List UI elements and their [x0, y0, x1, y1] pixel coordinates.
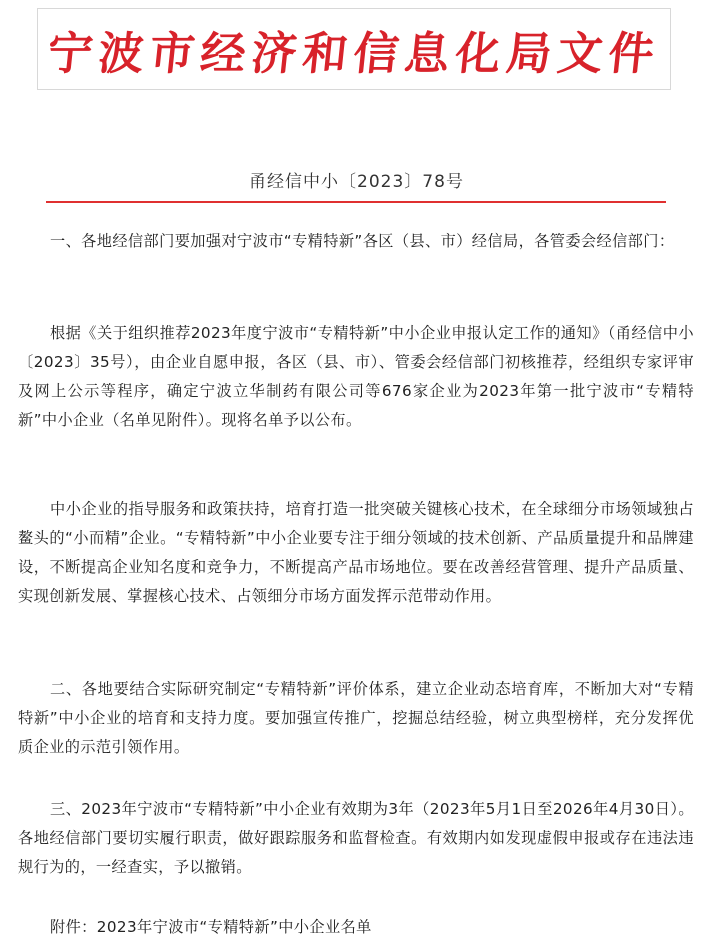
document-issuer-title: 宁波市经济和信息化局文件: [44, 26, 663, 80]
document-header: [37, 8, 671, 90]
body-paragraph-2: 中小企业的指导服务和政策扶持，培育打造一批突破关键核心技术，在全球细分市场领域独占鳌头的“小而精”企业。“专精特新”中小企业要专注于细分领域的技术创新、产品质量提升和品牌建设，不断提高企业知名度和竞争力，不断提高产品市场地位。要在改善经营管理、提升产品质量、实现创新发展、掌握核心技术、占领细分市场方面发挥示范带动作用。: [18, 500, 694, 605]
body-paragraph-4: 三、2023年宁波市“专精特新”中小企业有效期为3年（2023年5月1日至2026年4月30日）。各地经信部门要切实履行职责，做好跟踪服务和监督检查。有效期内如发现虚假申报或存在违法违规行为的，一经查实，予以撤销。: [18, 800, 694, 876]
body-paragraph-3: 二、各地要结合实际研究制定“专精特新”评价体系，建立企业动态培育库，不断加大对“专精特新”中小企业的培育和支持力度。要加强宣传推广，挖掘总结经验，树立典型榜样，充分发挥优质企业的示范引领作用。: [18, 680, 694, 756]
red-divider-rule: [46, 201, 666, 203]
body-paragraph-1: 根据《关于组织推荐2023年度宁波市“专精特新”中小企业申报认定工作的通知》（甬经信中小〔2023〕35号），由企业自愿申报，各区（县、市）、管委会经信部门初核推荐，经组织专家评审及网上公示等程序，确定宁波立华制药有限公司等676家企业为2023年第一批宁波市“专精特新”中小企业（名单见附件）。现将名单予以公布。: [18, 324, 694, 429]
salutation-paragraph: 一、各地经信部门要加强对宁波市“专精特新”各区（县、市）经信局，各管委会经信部门：: [50, 232, 675, 250]
attachment-line: 附件：2023年宁波市“专精特新”中小企业名单: [50, 918, 372, 936]
document-number: 甬经信中小〔2023〕78号: [249, 172, 464, 192]
